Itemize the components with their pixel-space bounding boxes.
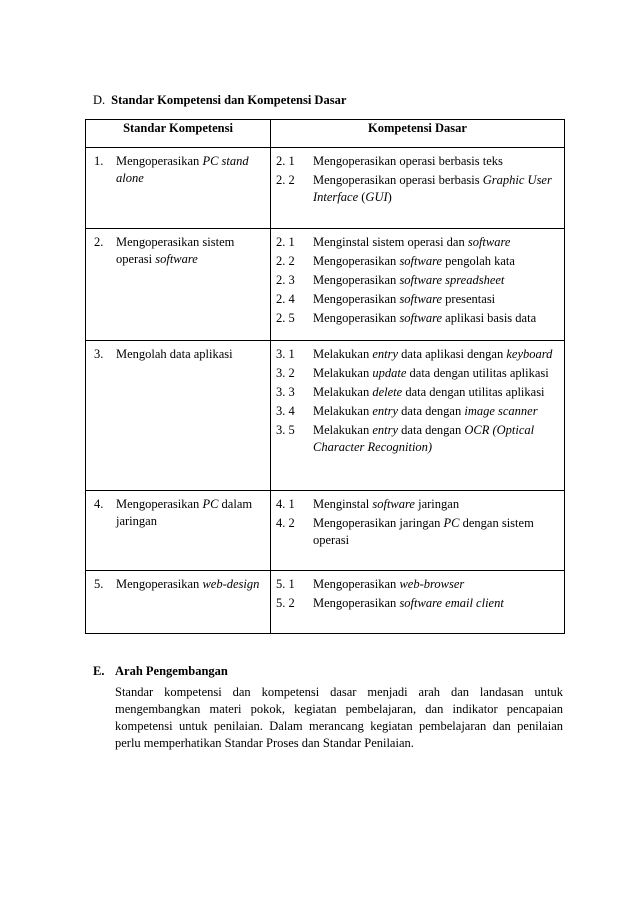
kompetensi-dasar-item	[276, 291, 562, 308]
standar-kompetensi-cell	[86, 341, 271, 491]
standar-kompetensi-item	[94, 496, 266, 530]
kompetensi-dasar-segment: Melakukan	[313, 404, 373, 418]
kompetensi-dasar-segment: )	[387, 190, 392, 204]
standar-kompetensi-text	[116, 153, 266, 187]
kompetensi-dasar-cell	[271, 571, 565, 634]
kompetensi-dasar-segment: Mengoperasikan	[313, 311, 400, 325]
kompetensi-dasar-segment: data aplikasi dengan	[398, 347, 507, 361]
section-e-heading	[93, 664, 563, 679]
kompetensi-dasar-number: 2. 5	[276, 311, 295, 325]
kompetensi-dasar-segment: dengan sistem operasi	[313, 516, 534, 547]
kompetensi-dasar-segment: PC	[443, 516, 460, 530]
section-d-heading	[93, 93, 346, 108]
kompetensi-dasar-number: 2. 3	[276, 273, 295, 287]
kompetensi-dasar-text	[313, 403, 562, 420]
standar-kompetensi-segment: Mengoperasikan	[116, 154, 203, 168]
kompetensi-dasar-segment: Menginstal	[313, 497, 373, 511]
kompetensi-dasar-number: 2. 1	[276, 235, 295, 249]
kompetensi-dasar-segment: data dengan	[398, 404, 465, 418]
standar-kompetensi-number: 5.	[94, 577, 104, 591]
kompetensi-dasar-item	[276, 310, 562, 327]
kompetensi-dasar-number: 5. 1	[276, 577, 295, 591]
standar-kompetensi-cell	[86, 571, 271, 634]
kompetensi-dasar-text	[313, 365, 562, 382]
kompetensi-dasar-segment: Mengoperasikan	[313, 273, 400, 287]
kompetensi-dasar-number: 2. 4	[276, 292, 295, 306]
table-row	[86, 491, 565, 571]
kompetensi-dasar-segment: entry	[372, 347, 399, 361]
kompetensi-dasar-segment: delete	[372, 385, 403, 399]
section-e-letter: E.	[93, 664, 105, 678]
section-d-letter: D.	[93, 93, 106, 107]
kompetensi-dasar-text	[313, 346, 562, 363]
kompetensi-dasar-text	[313, 291, 562, 308]
kompetensi-dasar-item	[276, 515, 562, 549]
table-header-row	[86, 120, 565, 148]
kompetensi-dasar-segment: software	[399, 292, 443, 306]
kompetensi-dasar-item	[276, 576, 562, 593]
kompetensi-dasar-text	[313, 576, 562, 593]
kompetensi-dasar-number: 2. 1	[276, 154, 295, 168]
kompetensi-dasar-item	[276, 272, 562, 289]
kompetensi-dasar-segment: entry	[372, 423, 399, 437]
kompetensi-dasar-text	[313, 595, 562, 612]
standar-kompetensi-text	[116, 496, 266, 530]
kompetensi-dasar-text	[313, 310, 562, 327]
kompetensi-dasar-text	[313, 496, 562, 513]
kompetensi-dasar-segment: web-browser	[399, 577, 465, 591]
standar-kompetensi-number: 3.	[94, 347, 104, 361]
standar-kompetensi-number: 2.	[94, 235, 104, 249]
section-e	[93, 664, 563, 752]
kompetensi-dasar-segment: jaringan	[414, 497, 460, 511]
kompetensi-dasar-cell	[271, 148, 565, 229]
kompetensi-dasar-text	[313, 422, 562, 456]
kompetensi-dasar-cell	[271, 491, 565, 571]
kompetensi-dasar-segment: Mengoperasikan	[313, 577, 400, 591]
kompetensi-dasar-text	[313, 272, 562, 289]
section-e-title: Arah Pengembangan	[115, 664, 228, 678]
standar-kompetensi-segment: PC stand alone	[116, 154, 249, 185]
kompetensi-dasar-segment: software	[467, 235, 511, 249]
kompetensi-dasar-segment: Melakukan	[313, 385, 373, 399]
kompetensi-dasar-segment: software	[399, 311, 443, 325]
kompetensi-dasar-item	[276, 153, 562, 170]
kompetensi-dasar-segment: Mengoperasikan operasi berbasis	[313, 173, 483, 187]
kompetensi-dasar-segment: pengolah kata	[442, 254, 515, 268]
kompetensi-dasar-segment: (	[358, 190, 366, 204]
kompetensi-dasar-segment: OCR (Optical Character Recognition)	[313, 423, 535, 454]
standar-kompetensi-item	[94, 346, 266, 363]
standar-kompetensi-segment: Mengolah data aplikasi	[116, 347, 233, 361]
standar-kompetensi-item	[94, 153, 266, 187]
kompetensi-dasar-item	[276, 595, 562, 612]
kompetensi-dasar-number: 3. 4	[276, 404, 295, 418]
kompetensi-dasar-segment: Mengoperasikan jaringan	[313, 516, 444, 530]
kompetensi-dasar-segment: Melakukan	[313, 347, 373, 361]
kompetensi-dasar-segment: Menginstal sistem operasi dan	[313, 235, 468, 249]
kompetensi-dasar-segment: software email client	[399, 596, 504, 610]
kompetensi-dasar-text	[313, 234, 562, 251]
table-body	[86, 148, 565, 634]
kompetensi-dasar-segment: image scanner	[464, 404, 538, 418]
kompetensi-dasar-item	[276, 496, 562, 513]
standar-kompetensi-segment: Mengoperasikan sistem operasi	[116, 235, 235, 266]
kompetensi-dasar-item	[276, 384, 562, 401]
kompetensi-dasar-item	[276, 253, 562, 270]
kompetensi-dasar-segment: Mengoperasikan	[313, 292, 400, 306]
table-row	[86, 341, 565, 491]
kompetensi-dasar-segment: software spreadsheet	[399, 273, 505, 287]
kompetensi-dasar-cell	[271, 341, 565, 491]
kompetensi-dasar-item	[276, 365, 562, 382]
standar-kompetensi-cell	[86, 229, 271, 341]
kompetensi-dasar-number: 3. 1	[276, 347, 295, 361]
kompetensi-dasar-cell	[271, 229, 565, 341]
standar-kompetensi-text	[116, 346, 266, 363]
kompetensi-dasar-item	[276, 172, 562, 206]
kompetensi-dasar-number: 2. 2	[276, 254, 295, 268]
kompetensi-dasar-segment: Mengoperasikan	[313, 596, 400, 610]
standar-kompetensi-number: 4.	[94, 497, 104, 511]
table-row	[86, 148, 565, 229]
kompetensi-dasar-item	[276, 422, 562, 456]
kompetensi-dasar-item	[276, 346, 562, 363]
standar-kompetensi-item	[94, 576, 266, 593]
section-e-paragraph: Standar kompetensi dan kompetensi dasar menjadi arah dan landasan untuk mengembangkan materi pokok, kegiatan pembelajaran, dan indikator pencapaian kompetensi untuk penilaian. Dalam merancang kegiatan pembelajaran dan penilaian perlu memperhatikan Standar Proses dan Standar Penilaian.	[115, 685, 563, 750]
kompetensi-dasar-number: 3. 2	[276, 366, 295, 380]
kompetensi-dasar-number: 3. 3	[276, 385, 295, 399]
kompetensi-dasar-text	[313, 153, 562, 170]
kompetensi-dasar-segment: presentasi	[442, 292, 496, 306]
kompetensi-dasar-text	[313, 515, 562, 549]
standar-kompetensi-segment: Mengoperasikan	[116, 577, 203, 591]
standar-kompetensi-number: 1.	[94, 154, 104, 168]
standar-kompetensi-text	[116, 234, 266, 268]
kompetensi-dasar-text	[313, 384, 562, 401]
header-standar-kompetensi: Standar Kompetensi	[86, 120, 271, 148]
kompetensi-dasar-segment: GUI	[365, 190, 388, 204]
standar-kompetensi-text	[116, 576, 266, 593]
standar-kompetensi-segment: software	[155, 252, 198, 266]
kompetensi-dasar-text	[313, 172, 562, 206]
standar-kompetensi-cell	[86, 491, 271, 571]
standar-kompetensi-segment: PC	[202, 497, 219, 511]
kompetensi-dasar-segment: update	[372, 366, 407, 380]
kompetensi-dasar-segment: Graphic User Interface	[313, 173, 552, 204]
kompetensi-dasar-number: 5. 2	[276, 596, 295, 610]
table-row	[86, 229, 565, 341]
kompetensi-dasar-segment: aplikasi basis data	[442, 311, 537, 325]
kompetensi-dasar-segment: Mengoperasikan operasi berbasis teks	[313, 154, 503, 168]
kompetensi-dasar-segment: Melakukan	[313, 366, 373, 380]
header-kompetensi-dasar: Kompetensi Dasar	[271, 120, 565, 148]
kompetensi-dasar-segment: keyboard	[506, 347, 553, 361]
standar-kompetensi-segment: Mengoperasikan	[116, 497, 203, 511]
kompetensi-dasar-segment: data dengan	[398, 423, 465, 437]
standar-kompetensi-segment: web-design	[202, 577, 260, 591]
kompetensi-dasar-segment: software	[399, 254, 443, 268]
kompetensi-dasar-item	[276, 234, 562, 251]
kompetensi-dasar-segment: entry	[372, 404, 399, 418]
kompetensi-dasar-segment: Mengoperasikan	[313, 254, 400, 268]
kompetensi-dasar-segment: data dengan utilitas aplikasi	[402, 385, 545, 399]
kompetensi-dasar-number: 3. 5	[276, 423, 295, 437]
competency-table	[85, 119, 565, 634]
kompetensi-dasar-text	[313, 253, 562, 270]
kompetensi-dasar-number: 4. 1	[276, 497, 295, 511]
standar-kompetensi-cell	[86, 148, 271, 229]
standar-kompetensi-segment: dalam jaringan	[116, 497, 253, 528]
standar-kompetensi-item	[94, 234, 266, 268]
table-row	[86, 571, 565, 634]
kompetensi-dasar-number: 2. 2	[276, 173, 295, 187]
kompetensi-dasar-segment: data dengan utilitas aplikasi	[406, 366, 549, 380]
kompetensi-dasar-segment: Melakukan	[313, 423, 373, 437]
kompetensi-dasar-segment: software	[372, 497, 415, 511]
kompetensi-dasar-item	[276, 403, 562, 420]
section-d-title: Standar Kompetensi dan Kompetensi Dasar	[111, 93, 347, 107]
kompetensi-dasar-number: 4. 2	[276, 516, 295, 530]
